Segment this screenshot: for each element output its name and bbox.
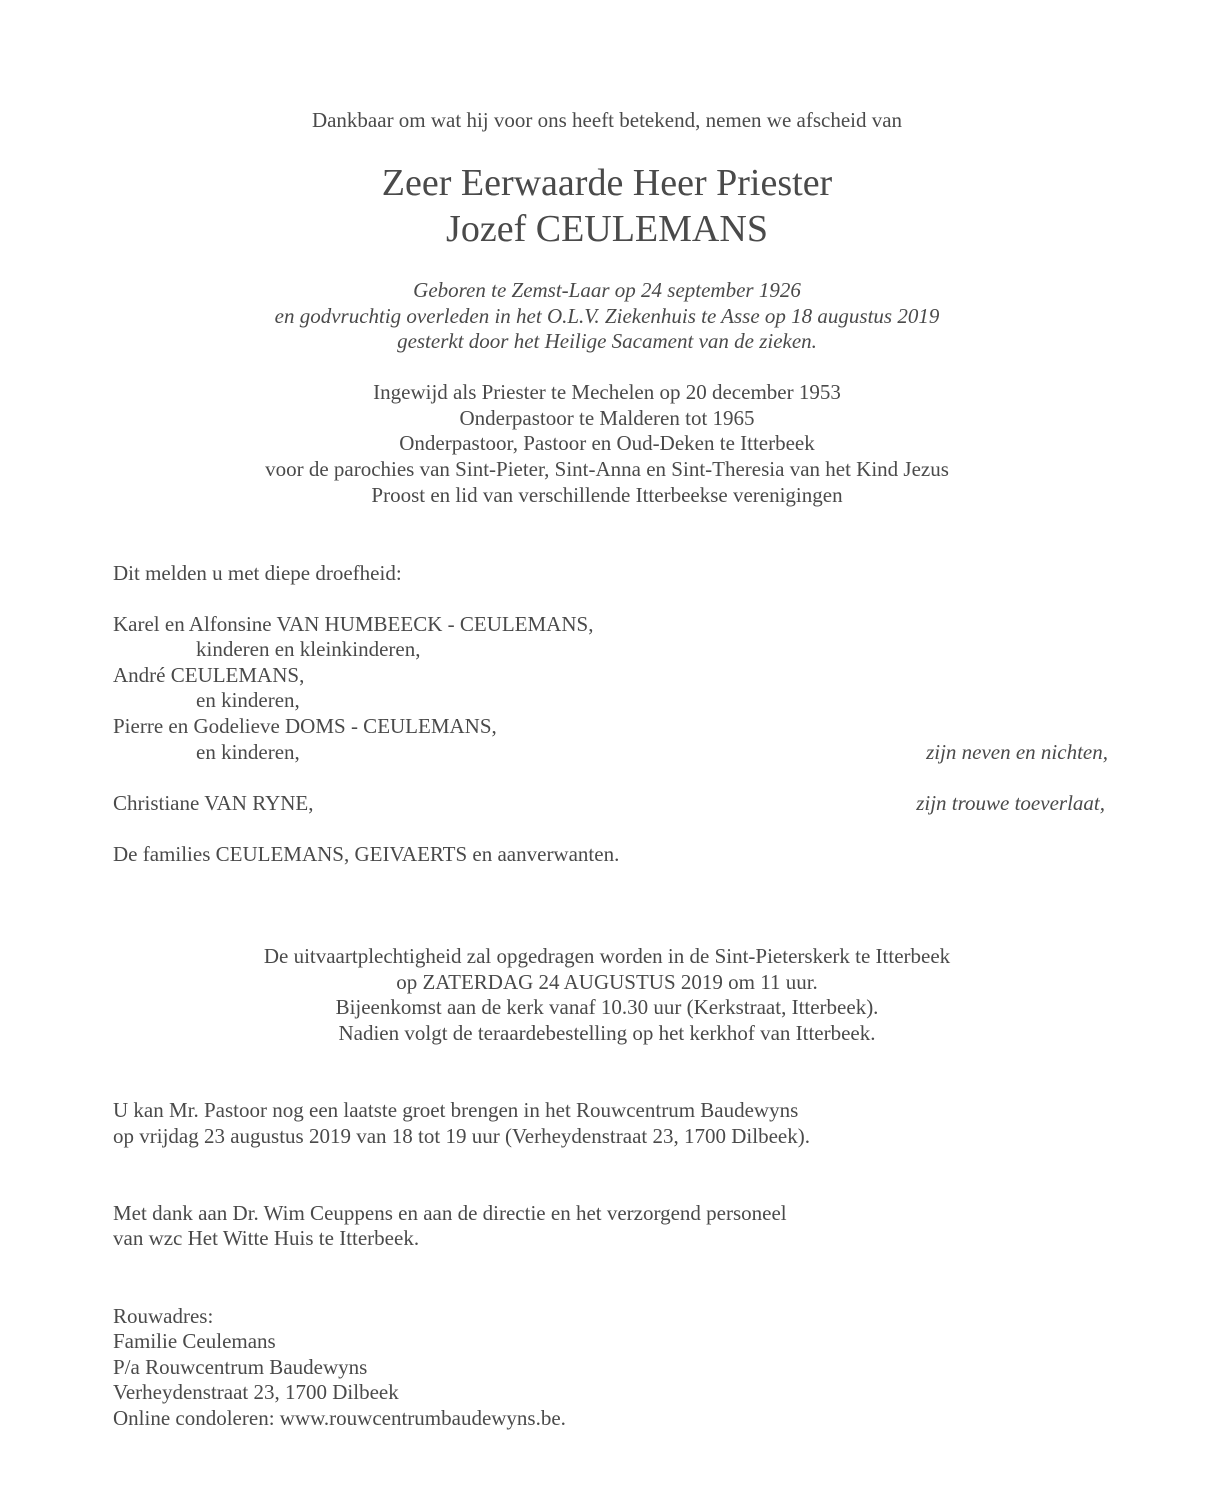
address-line: P/a Rouwcentrum Baudewyns [113, 1355, 368, 1379]
funeral-line: Bijeenkomst aan de kerk vanaf 10.30 uur (Kerkstraat, Itterbeek). [335, 995, 879, 1019]
birth-line: Geboren te Zemst-Laar op 24 september 1926 [413, 278, 801, 302]
funeral-line: De uitvaartplechtigheid zal opgedragen worden in de Sint-Pieterskerk te Itterbeek [263, 944, 951, 968]
relation-label: zijn trouwe toeverlaat, [916, 791, 1105, 815]
thanks-line: van wzc Het Witte Huis te Itterbeek. [113, 1226, 420, 1250]
visit-line: U kan Mr. Pastoor nog een laatste groet brengen in het Rouwcentrum Baudewyns [113, 1098, 799, 1122]
title-honorific: Zeer Eerwaarde Heer Priester [381, 162, 833, 204]
family-member: André CEULEMANS, [113, 663, 305, 687]
family-member: Karel en Alfonsine VAN HUMBEECK - CEULEMANS, [113, 612, 594, 636]
family-member: Pierre en Godelieve DOMS - CEULEMANS, [113, 714, 497, 738]
title-name: Jozef CEULEMANS [446, 208, 768, 250]
visit-line: op vrijdag 23 augustus 2019 van 18 tot 19 uur (Verheydenstraat 23, 1700 Dilbeek). [113, 1124, 810, 1148]
funeral-line: Nadien volgt de teraardebestelling op het kerkhof van Itterbeek. [338, 1021, 876, 1045]
family-detail: en kinderen, [196, 740, 300, 764]
funeral-line: op ZATERDAG 24 AUGUSTUS 2019 om 11 uur. [396, 970, 818, 994]
career-line: Proost en lid van verschillende Itterbeekse verenigingen [371, 483, 843, 507]
sacrament-line: gesterkt door het Heilige Sacament van de zieken. [397, 329, 817, 353]
address-label: Rouwadres: [113, 1304, 214, 1328]
career-line: Onderpastoor, Pastoor en Oud-Deken te Itterbeek [399, 431, 815, 455]
announcement-text: Dit melden u met diepe droefheid: [113, 561, 402, 585]
family-detail: en kinderen, [196, 688, 300, 712]
address-line: Familie Ceulemans [113, 1329, 276, 1353]
family-member: Christiane VAN RYNE, [113, 791, 314, 815]
death-line: en godvruchtig overleden in het O.L.V. Ziekenhuis te Asse op 18 augustus 2019 [274, 304, 940, 328]
career-line: Ingewijd als Priester te Mechelen op 20 december 1953 [373, 380, 841, 404]
career-line: voor de parochies van Sint-Pieter, Sint-Anna en Sint-Theresia van het Kind Jezus [265, 457, 949, 481]
families-line: De families CEULEMANS, GEIVAERTS en aanverwanten. [113, 842, 620, 866]
address-line: Verheydenstraat 23, 1700 Dilbeek [113, 1380, 399, 1404]
condolence-line: Online condoleren: www.rouwcentrumbaudewyns.be. [113, 1406, 566, 1430]
career-line: Onderpastoor te Malderen tot 1965 [459, 406, 755, 430]
relation-label: zijn neven en nichten, [926, 740, 1108, 764]
family-detail: kinderen en kleinkinderen, [196, 637, 421, 661]
intro-text: Dankbaar om wat hij voor ons heeft betekend, nemen we afscheid van [311, 108, 903, 132]
thanks-line: Met dank aan Dr. Wim Ceuppens en aan de directie en het verzorgend personeel [113, 1201, 787, 1225]
